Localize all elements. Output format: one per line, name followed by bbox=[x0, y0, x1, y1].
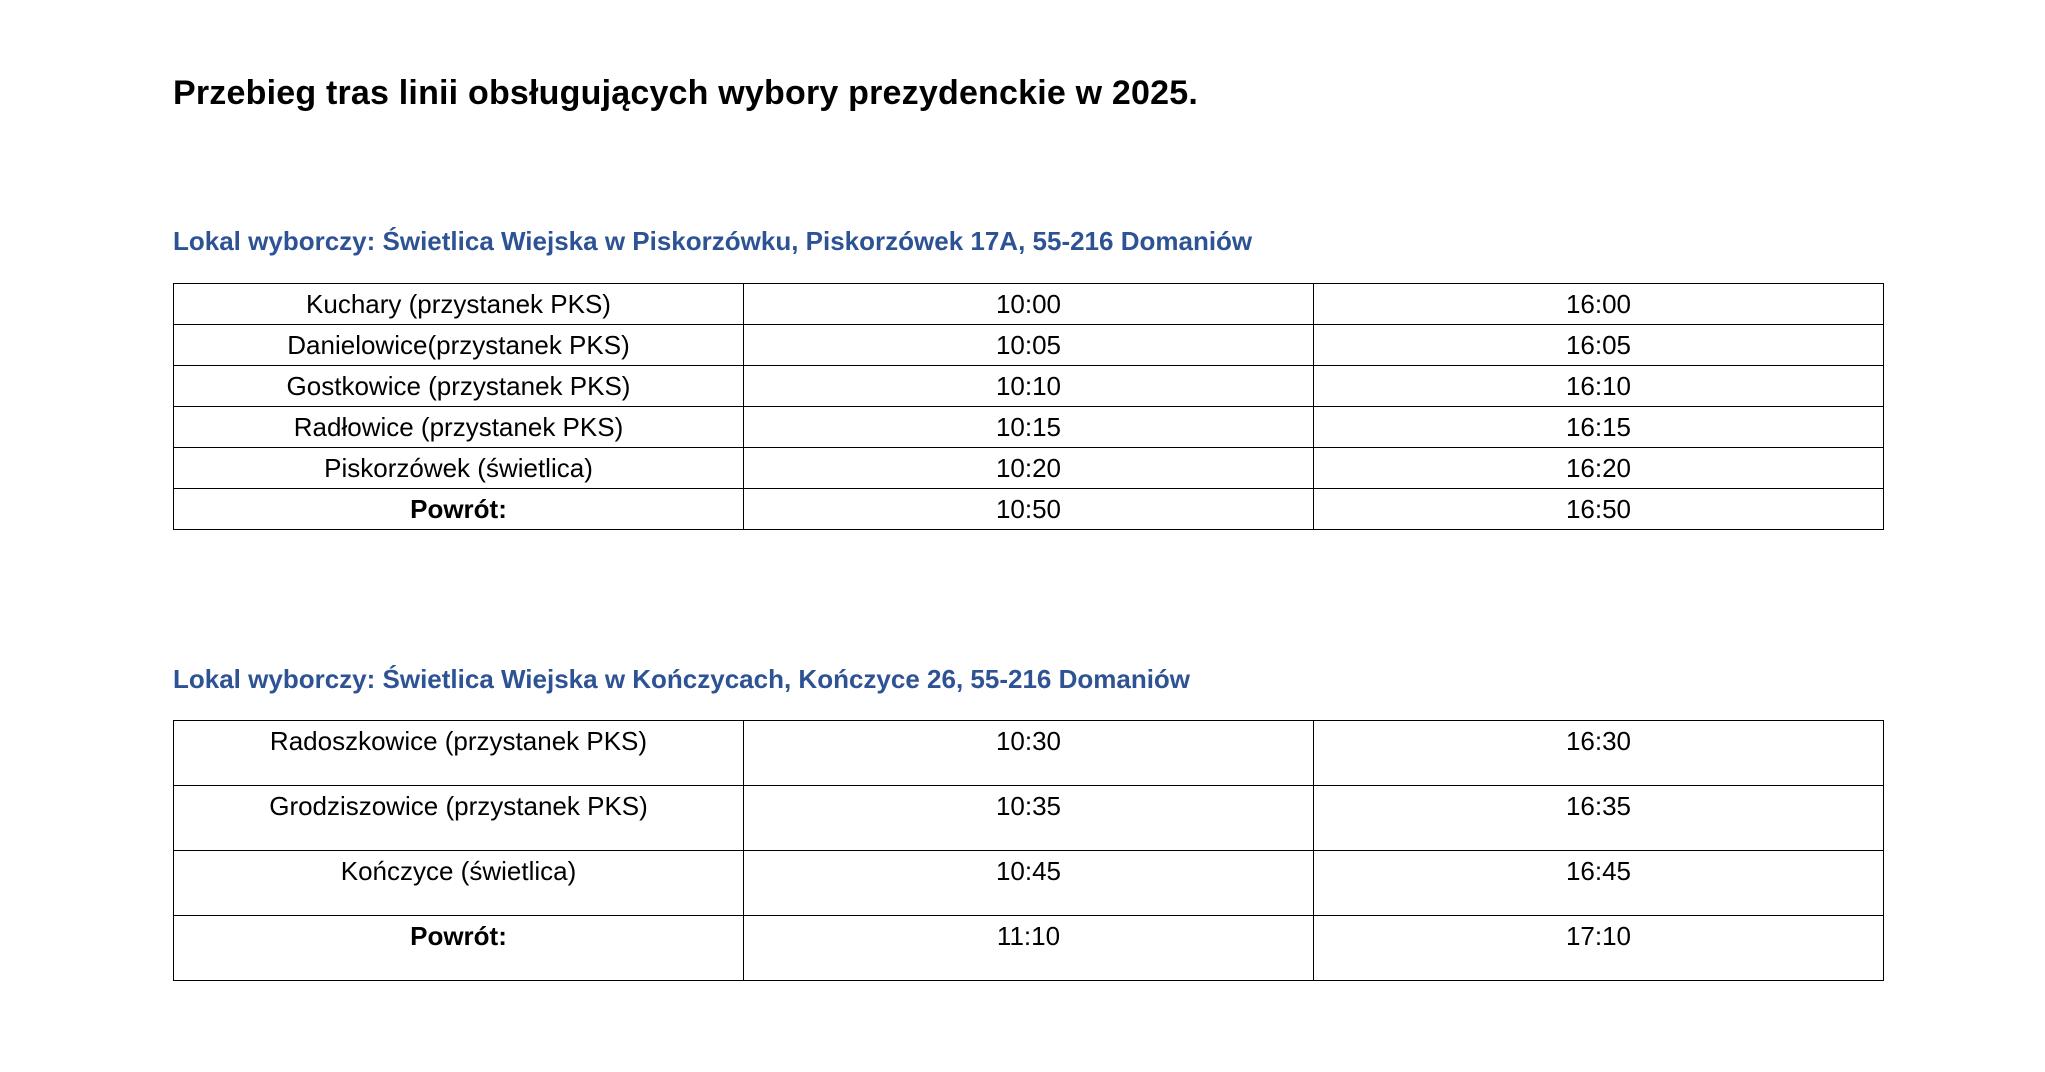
table-row bbox=[174, 786, 1884, 851]
departure-time-cell: 10:20 bbox=[744, 448, 1314, 489]
stop-cell: Grodziszowice (przystanek PKS) bbox=[174, 786, 744, 851]
return-label: Powrót: bbox=[174, 489, 744, 530]
table-row bbox=[174, 851, 1884, 916]
table-row bbox=[174, 284, 1884, 325]
departure-time-cell: 16:00 bbox=[1314, 284, 1884, 325]
stop-cell: Gostkowice (przystanek PKS) bbox=[174, 366, 744, 407]
stop-cell: Kuchary (przystanek PKS) bbox=[174, 284, 744, 325]
table-row bbox=[174, 366, 1884, 407]
return-time-cell: 10:50 bbox=[744, 489, 1314, 530]
stop-cell: Danielowice(przystanek PKS) bbox=[174, 325, 744, 366]
table-row bbox=[174, 721, 1884, 786]
departure-time-cell: 10:10 bbox=[744, 366, 1314, 407]
section-heading-konczyce: Lokal wyborczy: Świetlica Wiejska w Kończycach, Kończyce 26, 55-216 Domaniów bbox=[173, 664, 1191, 694]
page-title: Przebieg tras linii obsługujących wybory prezydenckie w 2025. bbox=[173, 74, 1199, 112]
departure-time-cell: 10:00 bbox=[744, 284, 1314, 325]
departure-time-cell: 10:30 bbox=[744, 721, 1314, 786]
stop-cell: Piskorzówek (świetlica) bbox=[174, 448, 744, 489]
schedule-table-konczyce bbox=[173, 720, 1884, 981]
departure-time-cell: 10:05 bbox=[744, 325, 1314, 366]
departure-time-cell: 16:15 bbox=[1314, 407, 1884, 448]
return-time-cell: 17:10 bbox=[1314, 916, 1884, 981]
departure-time-cell: 16:20 bbox=[1314, 448, 1884, 489]
stop-cell: Radłowice (przystanek PKS) bbox=[174, 407, 744, 448]
return-row bbox=[174, 489, 1884, 530]
departure-time-cell: 10:15 bbox=[744, 407, 1314, 448]
stop-cell: Kończyce (świetlica) bbox=[174, 851, 744, 916]
section-heading-piskorzowek: Lokal wyborczy: Świetlica Wiejska w Piskorzówku, Piskorzówek 17A, 55-216 Domaniów bbox=[173, 226, 1253, 256]
stop-cell: Radoszkowice (przystanek PKS) bbox=[174, 721, 744, 786]
departure-time-cell: 16:45 bbox=[1314, 851, 1884, 916]
return-time-cell: 16:50 bbox=[1314, 489, 1884, 530]
departure-time-cell: 16:35 bbox=[1314, 786, 1884, 851]
return-label: Powrót: bbox=[174, 916, 744, 981]
table-row bbox=[174, 325, 1884, 366]
table-row bbox=[174, 407, 1884, 448]
return-time-cell: 11:10 bbox=[744, 916, 1314, 981]
schedule-table-piskorzowek bbox=[173, 283, 1884, 530]
departure-time-cell: 10:35 bbox=[744, 786, 1314, 851]
table-row bbox=[174, 448, 1884, 489]
departure-time-cell: 16:10 bbox=[1314, 366, 1884, 407]
departure-time-cell: 16:30 bbox=[1314, 721, 1884, 786]
return-row bbox=[174, 916, 1884, 981]
departure-time-cell: 16:05 bbox=[1314, 325, 1884, 366]
departure-time-cell: 10:45 bbox=[744, 851, 1314, 916]
